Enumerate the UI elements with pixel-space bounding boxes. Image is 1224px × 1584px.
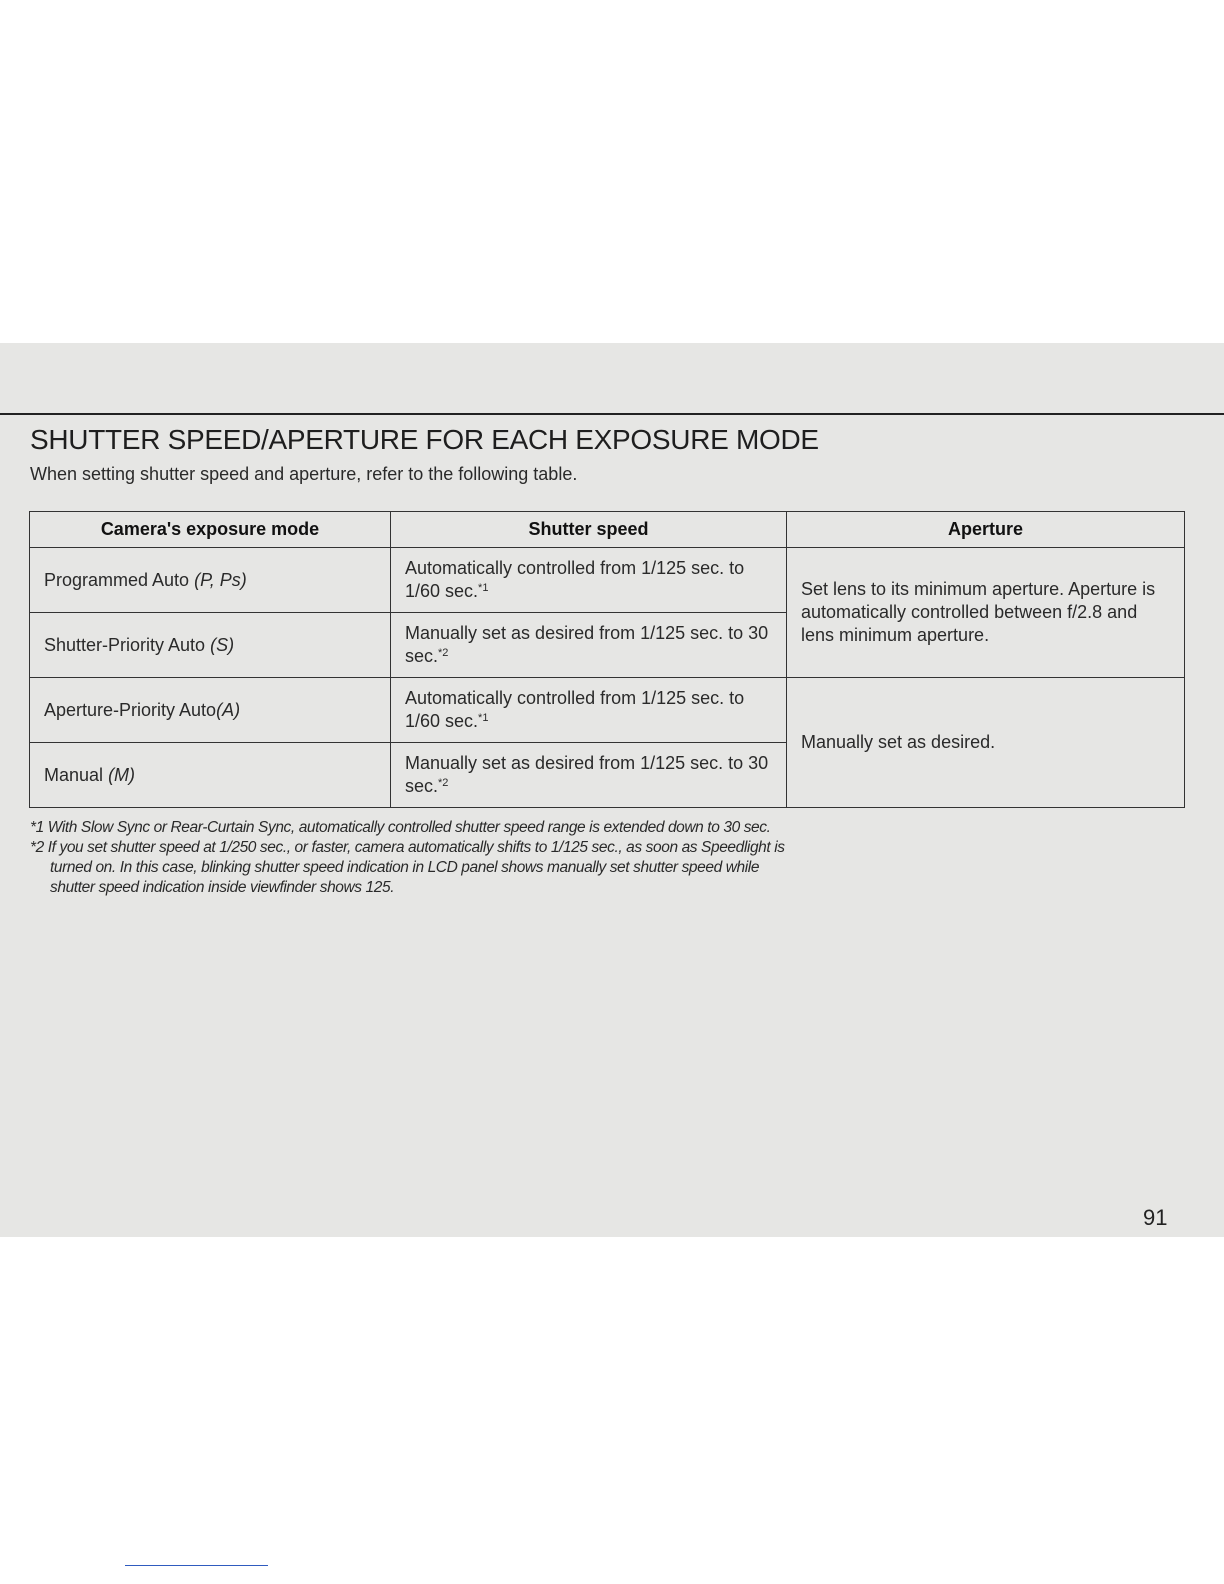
mode-label: Programmed Auto: [44, 569, 190, 590]
exposure-mode-table: [29, 511, 1185, 808]
page-title: SHUTTER SPEED/APERTURE FOR EACH EXPOSURE MODE: [30, 424, 819, 455]
mode-symbol: (A): [216, 699, 241, 720]
footnote-ref: *2: [438, 647, 449, 659]
mode-symbol: (P, Ps): [194, 569, 247, 590]
mode-cell: [30, 548, 391, 613]
page-subtitle: When setting shutter speed and aperture, refer to the following table.: [30, 464, 578, 484]
header-exposure-mode: Camera's exposure mode: [30, 512, 391, 548]
aperture-cell-auto: Set lens to its minimum aperture. Aperture is automatically controlled between f/2.8 and lens minimum aperture.: [787, 548, 1185, 678]
footnote-ref: *1: [478, 582, 489, 594]
footnote-2: *2 If you set shutter speed at 1/250 sec., or faster, camera automatically shifts to 1/125 sec., as soon as Speedlight is turned on. In this case, blinking shutter speed indication in LCD panel shows manually set shutter speed while shutter speed indication inside viewfinder shows 125.: [30, 839, 785, 896]
shutter-text: Automatically controlled from 1/125 sec. to 1/60 sec.: [405, 688, 745, 731]
shutter-cell: [391, 743, 787, 808]
footnotes: [30, 818, 790, 898]
mode-symbol: (M): [108, 764, 136, 785]
table-row: [30, 548, 1185, 613]
table-row: [30, 678, 1185, 743]
footnote-1: *1 With Slow Sync or Rear-Curtain Sync, automatically controlled shutter speed range is extended down to 30 sec.: [30, 819, 771, 836]
shutter-text: Manually set as desired from 1/125 sec. to 30 sec.: [405, 623, 769, 666]
shutter-text: Manually set as desired from 1/125 sec. to 30 sec.: [405, 753, 769, 796]
mode-label: Manual: [44, 764, 104, 785]
shutter-cell: [391, 548, 787, 613]
aperture-cell-manual: Manually set as desired.: [787, 678, 1185, 808]
shutter-cell: [391, 678, 787, 743]
page-number: 91: [1143, 1205, 1168, 1230]
mode-label: Shutter-Priority Auto: [44, 634, 206, 655]
header-aperture: Aperture: [787, 512, 1185, 548]
footnote-ref: *2: [438, 777, 449, 789]
mode-symbol: (S): [210, 634, 235, 655]
heading-rule: [0, 413, 1224, 415]
mode-label: Aperture-Priority Auto: [44, 699, 217, 720]
shutter-text: Automatically controlled from 1/125 sec. to 1/60 sec.: [405, 558, 745, 601]
footnote-ref: *1: [478, 712, 489, 724]
link-underline[interactable]: [125, 1565, 268, 1566]
mode-cell: [30, 613, 391, 678]
mode-cell: [30, 743, 391, 808]
mode-cell: [30, 678, 391, 743]
shutter-cell: [391, 613, 787, 678]
header-shutter-speed: Shutter speed: [391, 512, 787, 548]
table-header-row: [30, 512, 1185, 548]
